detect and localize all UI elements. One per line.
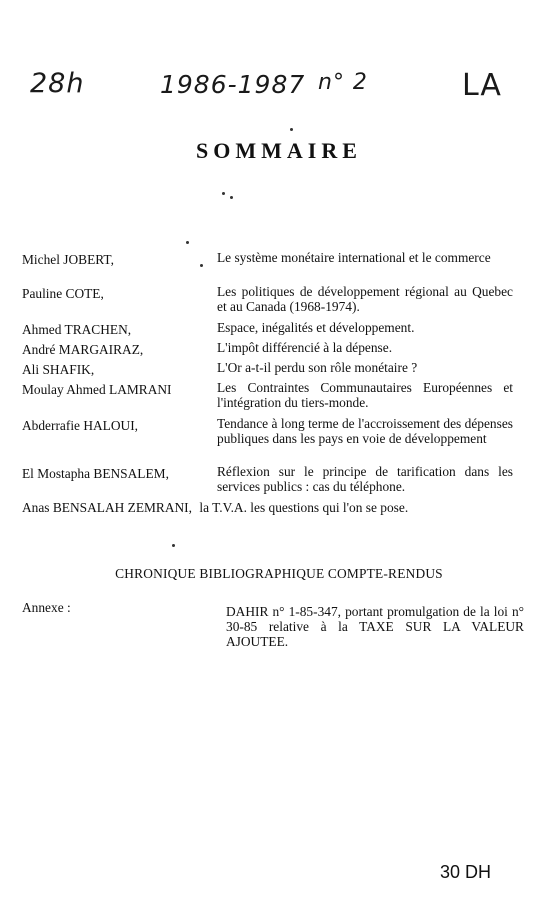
annexe-label: Annexe : — [22, 600, 71, 615]
entry-author: Abderrafie HALOUI, — [22, 418, 139, 433]
handwritten-annotation — [0, 68, 558, 108]
list-item — [22, 250, 522, 284]
entry-article: L'Or a-t-il perdu son rôle monétaire ? — [217, 360, 418, 375]
entry-article: Tendance à long terme de l'accroissement des dépenses publiques dans les pays en voie de développement — [217, 416, 513, 446]
entry-author: El Mostapha BENSALEM, — [22, 466, 169, 481]
entry-author: Ali SHAFIK, — [22, 362, 95, 377]
entry-author: Michel JOBERT, — [22, 252, 114, 267]
annexe-text: DAHIR n° 1-85-347, portant promulgation de la loi n° 30-85 relative à la TAXE SUR LA VALEUR AJOUTEE. — [226, 604, 524, 649]
list-item — [22, 320, 522, 340]
entry-article: Le système monétaire international et le commerce — [217, 250, 491, 265]
entry-article: Espace, inégalités et développement. — [217, 320, 415, 335]
ink-speck — [172, 544, 175, 547]
entry-article: Les politiques de développement régional au Quebec et au Canada (1968-1974). — [217, 284, 513, 314]
entry-author: Anas BENSALAH ZEMRANI, — [22, 500, 192, 515]
handwritten-years: 1986-1987 — [160, 70, 306, 99]
list-item — [22, 340, 522, 360]
handwritten-number: 28h — [30, 68, 85, 99]
contents-list — [22, 250, 522, 520]
list-item — [22, 380, 522, 416]
entry-article: Réflexion sur le principe de tarification dans les services publics : cas du téléphone. — [217, 464, 513, 494]
entry-article: Les Contraintes Communautaires Européennes et l'intégration du tiers-monde. — [217, 380, 513, 410]
handwritten-issue: n° 2 — [318, 70, 368, 95]
entry-author: Pauline COTE, — [22, 286, 104, 301]
page-title: SOMMAIRE — [196, 138, 362, 163]
ink-speck — [290, 128, 293, 131]
section-heading: CHRONIQUE BIBLIOGRAPHIQUE COMPTE-RENDUS — [115, 566, 443, 581]
list-item — [22, 500, 522, 520]
handwritten-initials: LA — [462, 68, 502, 103]
ink-speck — [222, 192, 225, 195]
entry-author: André MARGAIRAZ, — [22, 342, 144, 357]
entry-article: la T.V.A. les questions qui l'on se pose. — [199, 500, 409, 515]
entry-author: Ahmed TRACHEN, — [22, 322, 132, 337]
entry-article: L'impôt différencié à la dépense. — [217, 340, 393, 355]
list-item — [22, 360, 522, 380]
list-item — [22, 284, 522, 320]
entry-author: Moulay Ahmed LAMRANI — [22, 382, 172, 397]
ink-speck — [186, 241, 189, 244]
ink-speck — [230, 196, 233, 199]
list-item — [22, 464, 522, 500]
list-item — [22, 416, 522, 464]
price-label: 30 DH — [440, 862, 492, 882]
